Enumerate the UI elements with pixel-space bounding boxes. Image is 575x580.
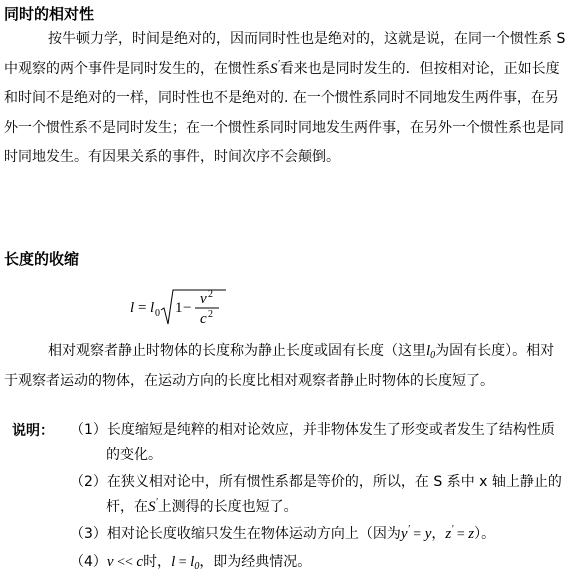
note-1-number: （1）	[70, 422, 107, 438]
note-3: （3）相对论长度收缩只发生在物体运动方向上（因为y′ = y，z′ = z）。	[70, 524, 496, 542]
formula-l0: l	[150, 300, 155, 316]
formula-one: 1	[175, 300, 183, 316]
note-3-number: （3）	[70, 526, 107, 542]
proper-length-text-2: 为固有长度）。相对于观察者运动的物体，在运动方向的长度比相对观察者静止时物体的长度短了。	[4, 343, 555, 389]
formula-minus: −	[183, 300, 192, 316]
simultaneity-text-1: 按牛顿力学，时间是绝对的，因而同时性也是绝对的，这就是说，在同一个惯性系 S 中观察的两个事件是同时发生的，在惯性系	[4, 31, 566, 77]
note-4-text-1: 时，	[143, 554, 172, 570]
note-4-number: （4）	[70, 554, 107, 570]
c-symbol: c	[136, 554, 144, 570]
note-3-text-1: 相对论长度收缩只发生在物体运动方向上（因为	[106, 526, 401, 542]
l-symbol: l	[171, 554, 176, 570]
section-heading-length-contraction: 长度的收缩	[4, 250, 80, 268]
l0-symbol: $l_0$	[190, 554, 200, 572]
note-1	[70, 418, 566, 468]
note-2-text-2: 上测得的长度也短了。	[157, 499, 298, 515]
note-2-text-1: 在狭义相对论中，所有惯性系都是等价的，所以，在 S 系中 x 轴上静止的杆，在	[106, 474, 562, 515]
frame-s-prime-symbol: S′	[148, 497, 158, 515]
z-prime-symbol: z′	[445, 524, 454, 542]
frame-s-prime-symbol: S′	[270, 58, 280, 77]
note-4-text-2: ，即为经典情况。	[199, 554, 312, 570]
z-symbol: z	[468, 526, 475, 542]
proper-length-symbol: $l_0$	[426, 343, 436, 361]
radical-sign	[161, 290, 226, 324]
proper-length-paragraph	[4, 337, 566, 396]
y-symbol: y	[424, 526, 432, 542]
note-1-text: 长度缩短是纯粹的相对论效应，并非物体发生了形变或者发生了结构性质的变化。	[106, 422, 555, 463]
note-4: （4）v << c时，$l = l_0$，即为经典情况。	[70, 554, 312, 572]
formula-l: l	[130, 300, 135, 316]
formula-v-exp: 2	[208, 289, 213, 300]
notes-label: 说明：	[12, 423, 54, 439]
section-heading-simultaneity: 同时的相对性	[4, 5, 95, 23]
formula-l0-sub: 0	[155, 308, 160, 319]
formula-equals: =	[138, 300, 147, 316]
note-2-number: （2）	[70, 474, 107, 490]
formula-c: c	[200, 311, 207, 327]
y-prime-symbol: y′	[400, 524, 410, 542]
formula-c-exp: 2	[208, 309, 213, 320]
note-2	[70, 470, 566, 520]
v-symbol: v	[106, 554, 114, 570]
proper-length-text-1: 相对观察者静止时物体的长度称为静止长度或固有长度（这里	[48, 343, 426, 359]
simultaneity-text-2: 看来也是同时发生的．但按相对论，正如长度和时间不是绝对的一样，同时性也不是绝对的. 在一个惯性系同时不同地发生两件事，在另外一个惯性系不是同时发生；在一个惯性系同时同地发生两件事，在另外一个惯性系也是同时同地发生。有因果关系的事件，时间次序不会颠倒。	[4, 60, 564, 165]
formula-v: v	[200, 291, 207, 307]
length-contraction-formula	[128, 284, 228, 330]
simultaneity-paragraph	[4, 25, 566, 173]
